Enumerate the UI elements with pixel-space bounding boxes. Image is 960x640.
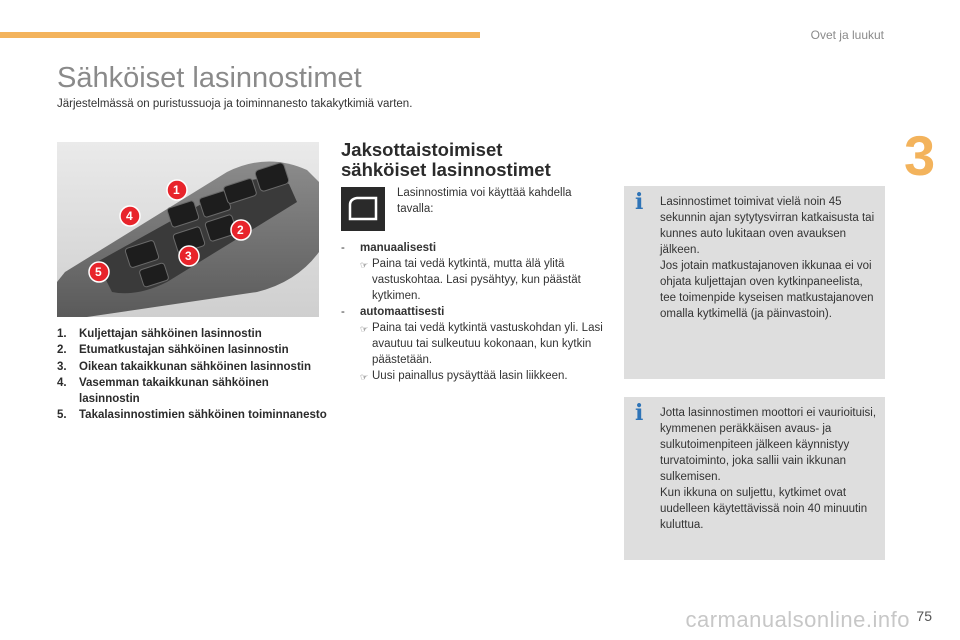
section-intro: Lasinnostimia voi käyttää kahdella tavalla:: [397, 187, 572, 215]
callout-4: 4: [126, 209, 133, 223]
page-title: Sähköiset lasinnostimet: [57, 62, 362, 94]
watermark: carmanualsonline.info: [685, 607, 910, 632]
legend-item: 5. Takalasinnostimien sähköinen toiminnanesto: [57, 409, 327, 422]
page-intro: Järjestelmässä on puristussuoja ja toiminnanesto takakytkimiä varten.: [57, 98, 413, 110]
chapter-accent-bar: [0, 32, 480, 38]
info-icon: i: [635, 400, 644, 426]
info-note: i Lasinnostimet toimivat vielä noin 45 sekunnin ajan sytytysvirran katkaisusta tai kunnes auto lukitaan oven avauksen jälkeen. Jos jotain matkustajanoven ikkunaa ei voi ohjata kuljettajan oven kytkinpaneelista, tee toimenpide kyseisen matkustajanoven omalla kytkimellä (ja päinvastoin).: [624, 186, 885, 379]
mode-auto-heading: - automaattisesti: [341, 306, 445, 318]
mode-step: ☞ Paina tai vedä kytkintä, mutta älä ylitä vastuskohtaa. Lasi pysähtyy, kun päästät kytkimen.: [360, 258, 581, 302]
page-number: 75: [916, 608, 932, 624]
info-note: i Jotta lasinnostimen moottori ei vaurioituisi, kymmenen peräkkäisen avaus- ja sulkutoimenpiteen jälkeen käynnistyy turvatoiminto, joka sallii vain ikkunan sulkemisen. Kun ikkuna on suljettu, kytkimet ovat uudelleen käytettävissä noin 40 minuutin kuluttua.: [624, 397, 885, 560]
callout-labels: [57, 142, 319, 317]
chapter-title: Ovet ja luukut: [810, 28, 884, 42]
callout-5: 5: [95, 265, 102, 279]
section-title: Jaksottaistoimiset sähköiset lasinnostimet: [341, 139, 551, 180]
chapter-number: 3: [904, 124, 936, 187]
info-icon: i: [635, 189, 644, 215]
mode-step: ☞ Paina tai vedä kytkintä vastuskohdan yli. Lasi avautuu tai sulkeutuu kokonaan, kun kytkin päästetään.: [360, 322, 603, 366]
callout-3: 3: [185, 249, 192, 263]
legend-item: 1. Kuljettajan sähköinen lasinnostin: [57, 328, 262, 340]
window-switch-icon: [341, 187, 385, 231]
mode-step: ☞ Uusi painallus pysäyttää lasin liikkeen.: [341, 368, 611, 385]
pointing-hand-icon: ☞: [360, 372, 369, 382]
callout-2: 2: [237, 223, 244, 237]
legend-item: 3. Oikean takaikkunan sähköinen lasinnostin: [57, 360, 311, 373]
pointing-hand-icon: ☞: [360, 324, 369, 334]
callout-1: 1: [173, 183, 180, 197]
legend-item: 2. Etumatkustajan sähköinen lasinnostin: [57, 344, 289, 357]
figure-legend: [57, 326, 327, 424]
mode-manual-heading: - manuaalisesti: [341, 242, 437, 254]
legend-item: 4. Vasemman takaikkunan sähköinen lasinnostin: [57, 376, 269, 406]
pointing-hand-icon: ☞: [360, 260, 369, 270]
operation-modes: [341, 240, 611, 385]
